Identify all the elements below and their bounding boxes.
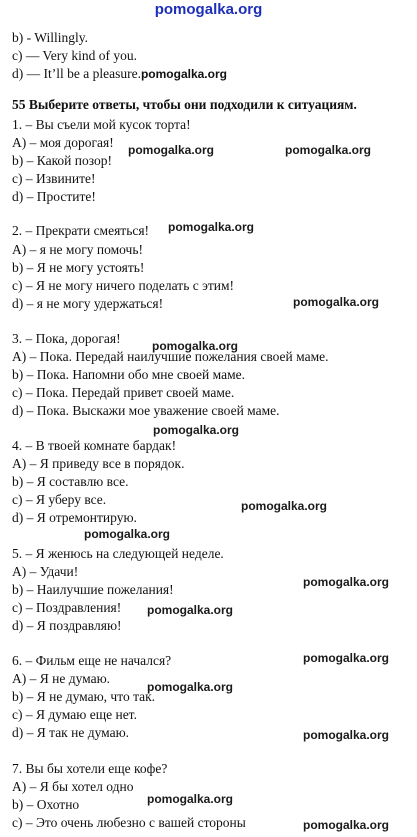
option-line: A) – Удачи! xyxy=(12,564,79,579)
option-line: c) – Я не могу ничего поделать с этим! xyxy=(12,278,235,293)
watermark-text: pomogalka.org xyxy=(303,728,390,742)
option-line: d) – я не могу удержаться! xyxy=(12,296,164,311)
watermark-text: pomogalka.org xyxy=(147,680,234,694)
option-line: A) – Пока. Передай наилучшие пожелания своей маме. xyxy=(12,349,329,364)
situation-prompt: 2. – Прекрати смеяться! xyxy=(12,223,150,238)
answer-line: d) — It’ll be a pleasure.pomogalka.org xyxy=(12,66,227,81)
option-line: A) – я не могу помочь! xyxy=(12,242,143,257)
option-line: c) – Поздравления! xyxy=(12,600,122,615)
watermark-text: pomogalka.org xyxy=(303,818,390,832)
option-line: d) – Простите! xyxy=(12,189,96,204)
option-line: d) – Я поздравляю! xyxy=(12,618,122,633)
watermark-text: pomogalka.org xyxy=(140,67,227,81)
situation-prompt: 3. – Пока, дорогая! xyxy=(12,331,121,346)
watermark-text: pomogalka.org xyxy=(147,603,234,617)
watermark-text: pomogalka.org xyxy=(128,143,215,157)
situation-prompt: 6. – Фильм еще не начался? xyxy=(12,653,172,668)
option-line: A) – Я приведу все в порядок. xyxy=(12,456,185,471)
option-line: c) – Извините! xyxy=(12,171,96,186)
site-watermark: pomogalka.org xyxy=(154,1,263,18)
watermark-text: pomogalka.org xyxy=(285,143,372,157)
task-heading: 55 Выберите ответы, чтобы они подходили к ситуациям. xyxy=(12,97,357,112)
option-line: b) – Я составлю все. xyxy=(12,474,129,489)
option-line: c) – Пока. Передай привет своей маме. xyxy=(12,385,235,400)
answer-line: b) - Willingly. xyxy=(12,30,88,45)
option-line: A) – Я бы хотел одно xyxy=(12,779,134,794)
watermark-text: pomogalka.org xyxy=(293,295,380,309)
option-line: A) – Я не думаю. xyxy=(12,671,111,686)
watermark-text: pomogalka.org xyxy=(84,527,171,541)
situation-prompt: 7. Вы бы хотели еще кофе? xyxy=(12,761,168,776)
option-line: c) – Я уберу все. xyxy=(12,492,107,507)
option-line: c) – Это очень любезно с вашей стороны xyxy=(12,815,246,830)
watermark-text: pomogalka.org xyxy=(303,575,390,589)
watermark-text: pomogalka.org xyxy=(152,339,239,353)
watermark-text: pomogalka.org xyxy=(153,423,240,437)
option-line: A) – моя дорогая! xyxy=(12,135,114,150)
option-line: d) – Пока. Выскажи мое уважение своей маме. xyxy=(12,403,280,418)
option-line: d) – Я так не думаю. xyxy=(12,725,130,740)
option-line: b) – Я не думаю, что так. xyxy=(12,689,156,704)
option-line: b) – Охотно xyxy=(12,797,80,812)
situation-prompt: 5. – Я женюсь на следующей неделе. xyxy=(12,546,224,561)
option-line: b) – Наилучшие пожелания! xyxy=(12,582,174,597)
answer-line: c) — Very kind of you. xyxy=(12,48,137,63)
option-line: d) – Я отремонтирую. xyxy=(12,510,137,525)
option-line: c) – Я думаю еще нет. xyxy=(12,707,137,722)
watermark-text: pomogalka.org xyxy=(147,792,234,806)
option-line: b) – Какой позор! xyxy=(12,153,113,168)
option-line: b) – Пока. Напомни обо мне своей маме. xyxy=(12,367,246,382)
watermark-text: pomogalka.org xyxy=(303,651,390,665)
situation-prompt: 4. – В твоей комнате бардак! xyxy=(12,438,177,453)
option-line: b) – Я не могу устоять! xyxy=(12,260,145,275)
situation-prompt: 1. – Вы съели мой кусок торта! xyxy=(12,117,191,132)
watermark-text: pomogalka.org xyxy=(241,499,328,513)
watermark-text: pomogalka.org xyxy=(168,220,255,234)
